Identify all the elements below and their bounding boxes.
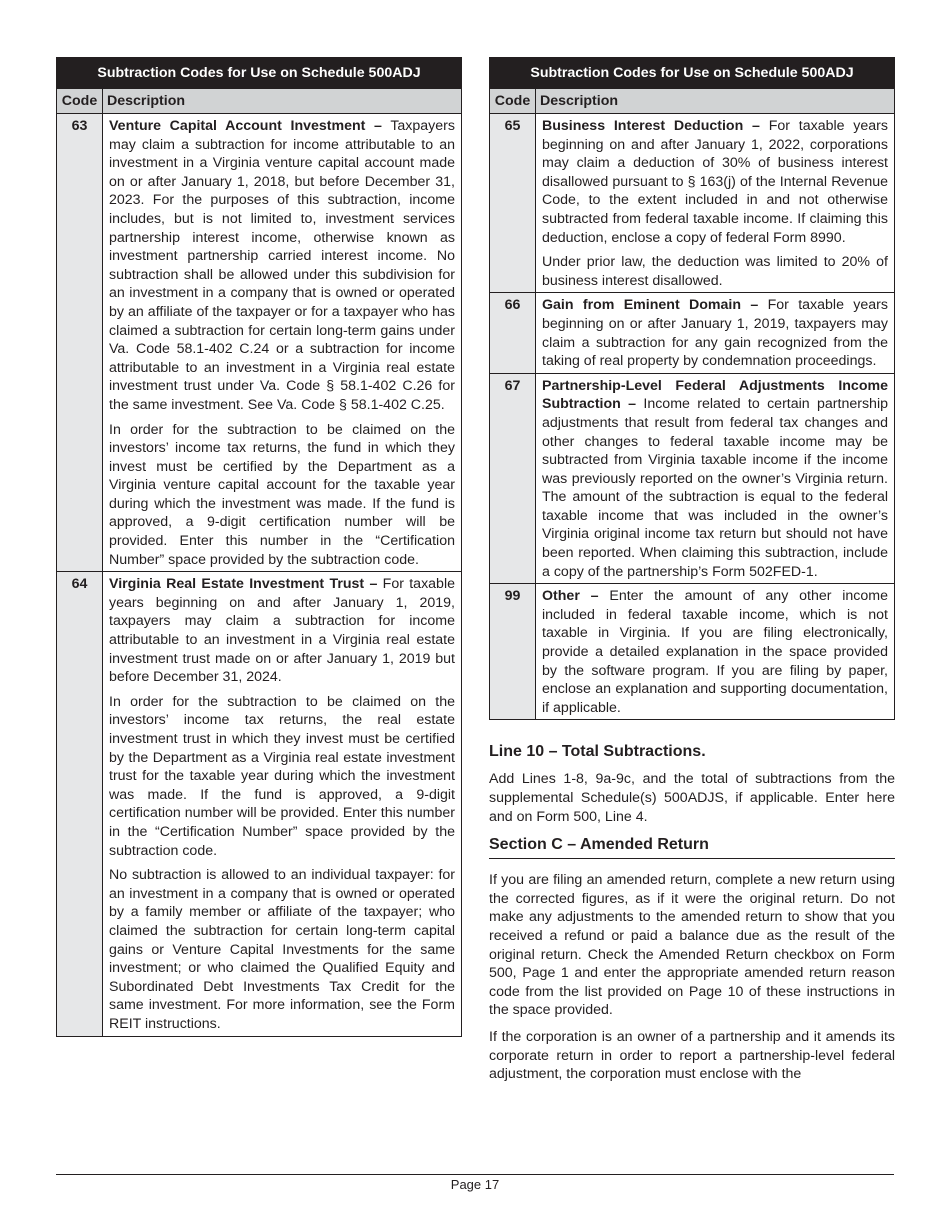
- description-paragraph: [542, 296, 888, 370]
- table-row: [57, 114, 462, 572]
- description-column-header: Description: [103, 89, 462, 114]
- description-paragraph: [542, 587, 888, 717]
- code-text: For taxable years beginning on and after January 1, 2022, corporations may claim a deduction of 30% of business interest disallowed pursuant to § 163(j) of the Internal Revenue Code, to the extent included in and not otherwise subtracted from federal taxable income. If claiming this deduction, enclose a copy of federal Form 8990.: [542, 118, 888, 246]
- section-c-paragraph: If you are filing an amended return, complete a new return using the corrected figures, as if it were the original return. Do not make any adjustments to the amended return to show that you received a refund or paid a balance due as the result of the original return. Check the Amended Return checkbox on Form 500, Page 1 and enter the appropriate amended return reason code from the list provided on Page 10 of these instructions in the space provided.: [489, 872, 895, 1019]
- subtraction-code: 99: [490, 584, 536, 720]
- code-heading: Gain from Eminent Domain –: [542, 297, 759, 314]
- description-column-header: Description: [536, 89, 895, 114]
- code-text: Enter the amount of any other income included in federal taxable income, which is not taxable in Virginia. If you are filing electronically, provide a detailed explanation in the space provided by the software program. If you are filing by paper, enclose an explanation and supporting documentation, if applicable.: [542, 588, 888, 716]
- subtraction-code: 65: [490, 114, 536, 293]
- subtraction-description: [103, 114, 462, 572]
- subtraction-description: [103, 572, 462, 1036]
- description-paragraph: [542, 253, 888, 290]
- description-paragraph: [542, 377, 888, 582]
- table-row: [490, 373, 895, 584]
- right-column: [489, 57, 895, 1092]
- section-c-paragraph: If the corporation is an owner of a partnership and it amends its corporate return in order to report a partnership-level federal adjustment, the corporation must enclose with the: [489, 1028, 895, 1083]
- table-title: Subtraction Codes for Use on Schedule 500ADJ: [490, 58, 895, 89]
- line10-heading: Line 10 – Total Subtractions.: [489, 743, 706, 761]
- description-paragraph: [109, 693, 455, 860]
- subtraction-description: [536, 114, 895, 293]
- subtraction-codes-table-right: [489, 57, 895, 720]
- code-text: Income related to certain partnership adjustments that result from federal tax changes and other changes to federal taxable income may be subtracted from Virginia taxable income if the income was previously reported on the owner’s Virginia return. The amount of the subtraction is equal to the federal taxable income that was included in the owner’s Virginia original income tax return but should not have been reported. When claiming this subtraction, include a copy of the partnership’s Form 502FED-1.: [542, 396, 888, 580]
- subtraction-codes-table-left: [56, 57, 462, 1037]
- code-text: In order for the subtraction to be claimed on the investors’ income tax returns, the real estate investment trust in which they invest must be certified by the Department as a Virginia real estate investment trust for the taxable year during which the investment was made. If the fund is approved, a 9-digit certification number will be provided. Enter this number in the “Certification Number” space provided by the subtraction code.: [109, 693, 455, 859]
- table-row: [490, 293, 895, 373]
- section-c-heading: Section C – Amended Return: [489, 836, 895, 859]
- table-title: Subtraction Codes for Use on Schedule 500ADJ: [57, 58, 462, 89]
- code-text: Taxpayers may claim a subtraction for income attributable to an investment in a Virginia venture capital account made on or after January 1, 2018, but before December 31, 2023. For the purposes of this subtraction, income includes, but is not limited to, investment services partnership interest income, otherwise known as investment partnership carried interest income. No subtraction shall be allowed under this subdivision for an investment in a company that is owned or operated by an affiliate of the taxpayer or for a taxpayer who has claimed a subtraction for certain long-term gains under Va. Code 58.1-402 C.24 or a subtraction for income attributable to an investment in a Virginia real estate investment trust under Va. Code § 58.1-402 C.26 for the same investment. See Va. Code § 58.1-402 C.25.: [109, 118, 455, 413]
- table-row: [490, 584, 895, 720]
- code-column-header: Code: [57, 89, 103, 114]
- line10-text: Add Lines 1-8, 9a-9c, and the total of subtractions from the supplemental Schedule(s) 500ADJS, if applicable. Enter here and on Form 500, Line 4.: [489, 771, 895, 825]
- page-number: Page 17: [450, 1177, 500, 1192]
- subtraction-code: 64: [57, 572, 103, 1036]
- code-heading: Virginia Real Estate Investment Trust –: [109, 576, 378, 593]
- code-text: No subtraction is allowed to an individual taxpayer: for an investment in a company that is owned or operated by a family member or affiliate of the taxpayer; who claimed the subtraction for certain long-term capital gains or Venture Capital Investments for the same investment; or who claimed the Qualified Equity and Subordinated Debt Investments Tax Credit for the same investment. For more information, see the Form REIT instructions.: [109, 867, 455, 1032]
- description-paragraph: [542, 117, 888, 247]
- line10-section: [489, 743, 895, 826]
- code-column-header: Code: [490, 89, 536, 114]
- left-column: [56, 57, 462, 1037]
- section-c: [489, 836, 895, 1084]
- subtraction-description: [536, 584, 895, 720]
- code-heading: Partnership-Level Federal Adjustments Income Subtraction –: [542, 377, 888, 413]
- code-heading: Other –: [542, 588, 599, 605]
- code-text: For taxable years beginning on or after January 1, 2019, taxpayers may claim a subtraction for any gain recognized from the taking of real property by condemnation proceedings.: [542, 297, 888, 370]
- subtraction-code: 63: [57, 114, 103, 572]
- code-text: Under prior law, the deduction was limited to 20% of business interest disallowed.: [542, 254, 888, 289]
- code-text: In order for the subtraction to be claimed on the investors’ income tax returns, the fund in which they invest must be certified by the Department as a Virginia venture capital account for the taxable year during which the investment was made. If the fund is approved, a 9-digit certification number will be provided. Enter this number in the “Certification Number” space provided by the subtraction code.: [109, 421, 455, 568]
- subtraction-description: [536, 293, 895, 373]
- code-heading: Venture Capital Account Investment –: [109, 118, 382, 134]
- description-paragraph: [109, 575, 455, 687]
- description-paragraph: [109, 117, 455, 415]
- footer-rule: [56, 1174, 894, 1175]
- subtraction-code: 67: [490, 373, 536, 584]
- subtraction-description: [536, 373, 895, 584]
- description-paragraph: [109, 421, 455, 570]
- code-text: For taxable years beginning on and after January 1, 2019, taxpayers may claim a subtraction for income attributable to an investment in a Virginia real estate investment trust made on or after January 1, 2019 but before December 31, 2024.: [109, 576, 455, 686]
- table-row: [490, 114, 895, 293]
- code-heading: Business Interest Deduction –: [542, 118, 760, 134]
- subtraction-code: 66: [490, 293, 536, 373]
- table-row: [57, 572, 462, 1036]
- description-paragraph: [109, 866, 455, 1033]
